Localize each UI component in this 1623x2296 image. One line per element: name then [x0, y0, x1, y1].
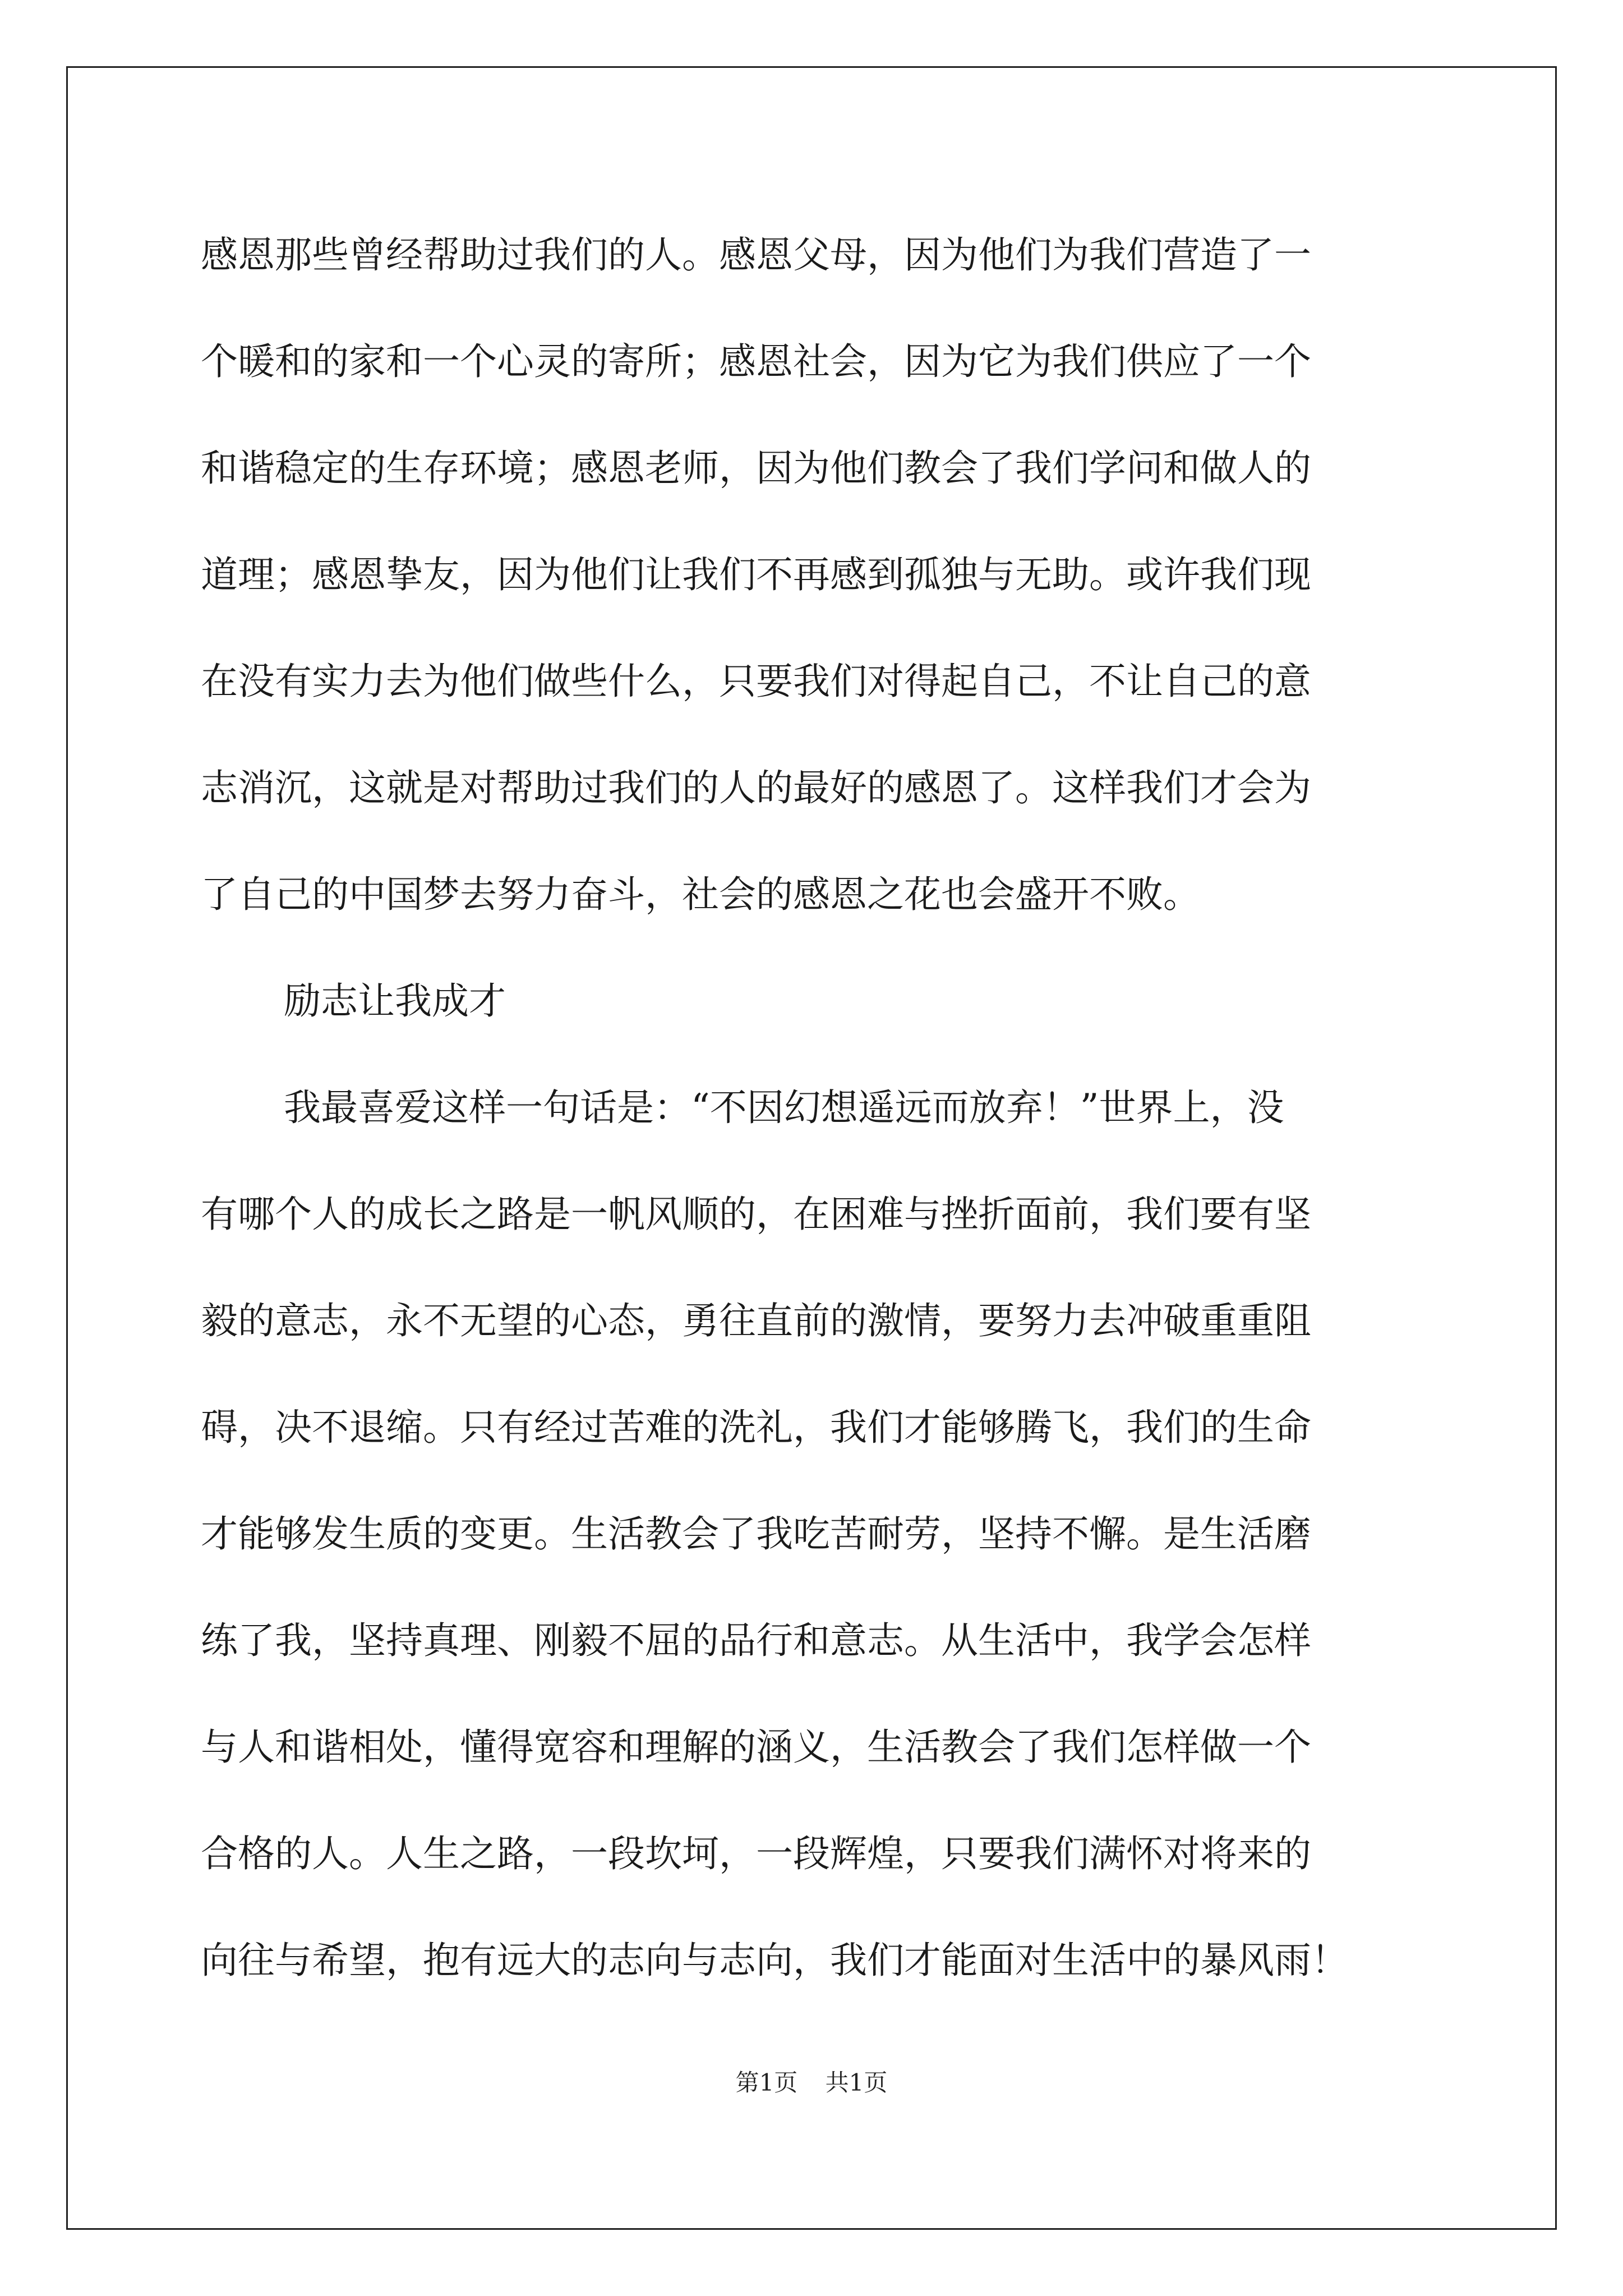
- paragraph-line: 才能够发生质的变更。生活教会了我吃苦耐劳，坚持不懈。是生活磨: [201, 1512, 1311, 1556]
- paragraph-line: 志消沉，这就是对帮助过我们的人的最好的感恩了。这样我们才会为: [201, 766, 1311, 809]
- paragraph-line: 感恩那些曾经帮助过我们的人。感恩父母，因为他们为我们营造了一: [201, 233, 1311, 277]
- paragraph-line: 毅的意志，永不无望的心态，勇往直前的激情，要努力去冲破重重阻: [201, 1299, 1311, 1342]
- paragraph-line: 合格的人。人生之路，一段坎坷，一段辉煌，只要我们满怀对将来的: [201, 1832, 1311, 1875]
- page-number: 第1页: [735, 2069, 798, 2096]
- section-heading: 励志让我成才: [284, 979, 506, 1023]
- paragraph-line: 碍，决不退缩。只有经过苦难的洗礼，我们才能够腾飞，我们的生命: [201, 1406, 1311, 1449]
- paragraph-line: 和谐稳定的生存环境；感恩老师，因为他们教会了我们学问和做人的: [201, 447, 1311, 490]
- paragraph-line: 向往与希望，抱有远大的志向与志向，我们才能面对生活中的暴风雨！: [201, 1939, 1348, 1982]
- paragraph-line: 有哪个人的成长之路是一帆风顺的，在困难与挫折面前，我们要有坚: [201, 1193, 1311, 1236]
- document-body: [201, 202, 1429, 2014]
- paragraph-line: 我最喜爱这样一句话是：“不因幻想遥远而放弃！”世界上，没: [284, 1086, 1284, 1129]
- paragraph-line: 道理；感恩挚友，因为他们让我们不再感到孤独与无助。或许我们现: [201, 553, 1311, 596]
- page-total: 共1页: [825, 2069, 888, 2096]
- paragraph-line: 练了我，坚持真理、刚毅不屈的品行和意志。从生活中，我学会怎样: [201, 1619, 1311, 1662]
- paragraph-line: 了自己的中国梦去努力奋斗，社会的感恩之花也会盛开不败。: [201, 873, 1200, 916]
- paragraph-line: 个暖和的家和一个心灵的寄所；感恩社会，因为它为我们供应了一个: [201, 340, 1311, 383]
- page-footer: [0, 2064, 1623, 2098]
- paragraph-line: 在没有实力去为他们做些什么，只要我们对得起自己，不让自己的意: [201, 660, 1311, 703]
- paragraph-line: 与人和谐相处，懂得宽容和理解的涵义，生活教会了我们怎样做一个: [201, 1726, 1311, 1769]
